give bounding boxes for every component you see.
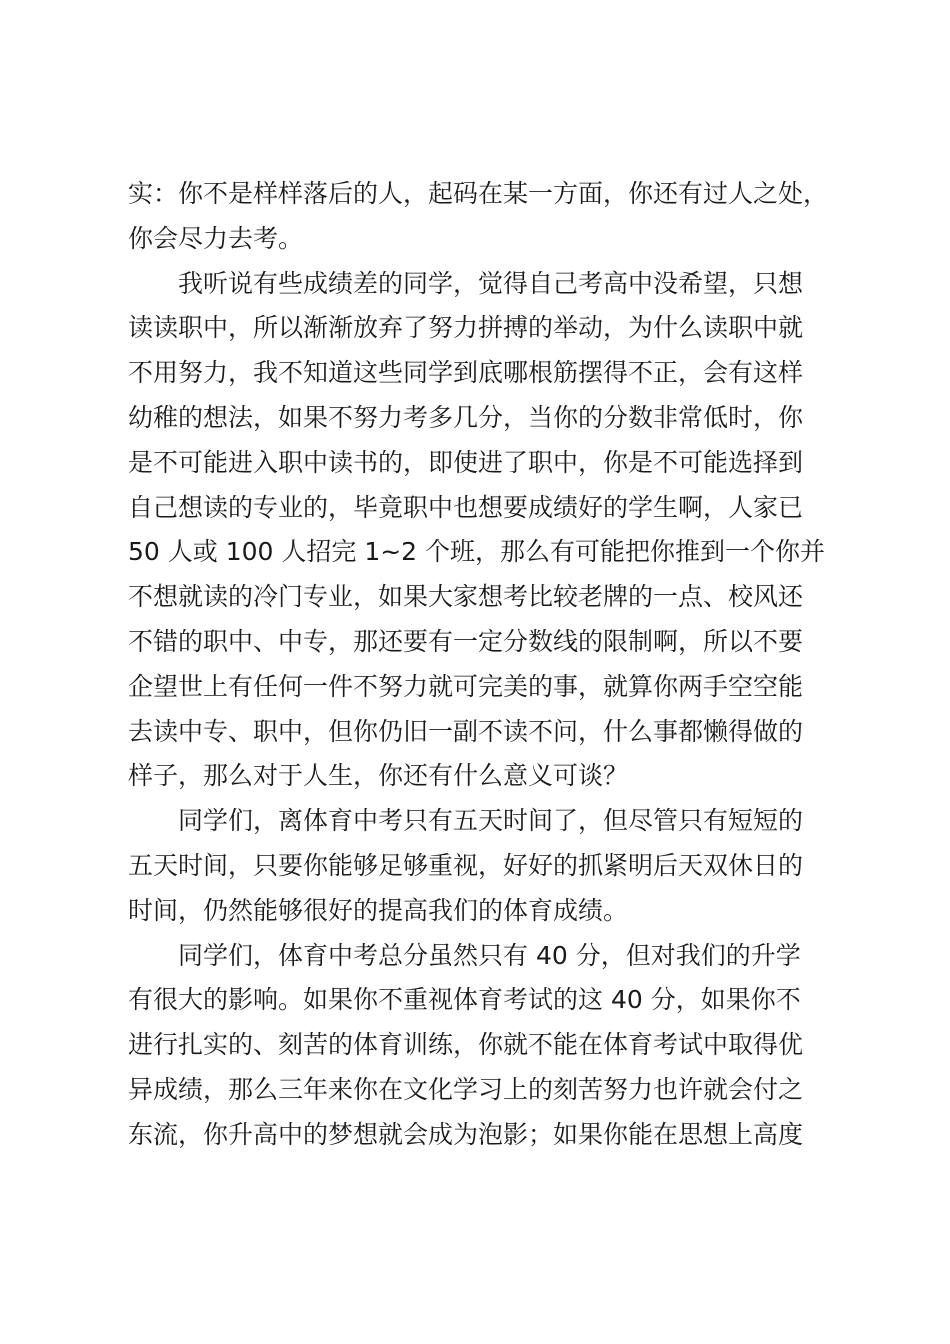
text-line: 自己想读的专业的，毕竟职中也想要成绩好的学生啊，人家已 — [128, 492, 804, 522]
text-line: 50 人或 100 人招完 1~2 个班，那么有可能把你推到一个你并 — [128, 537, 826, 567]
text-line: 不错的职中、中专，那还要有一定分数线的限制啊，所以不要 — [128, 626, 804, 656]
body-text — [128, 172, 848, 1158]
text-line: 读读职中，所以渐渐放弃了努力拼搏的举动，为什么读职中就 — [128, 313, 804, 343]
text-line: 进行扎实的、刻苦的体育训练，你就不能在体育考试中取得优 — [128, 1030, 804, 1060]
text-line: 你会尽力去考。 — [128, 223, 304, 253]
text-line: 五天时间，只要你能够足够重视，好好的抓紧明后天双休日的 — [128, 850, 804, 880]
text-line: 有很大的影响。如果你不重视体育考试的这 40 分，如果你不 — [128, 985, 801, 1015]
paragraph-3 — [128, 799, 848, 933]
text-line: 我听说有些成绩差的同学，觉得自己考高中没希望，只想 — [178, 268, 804, 298]
text-line: 同学们，体育中考总分虽然只有 40 分，但对我们的升学 — [178, 940, 801, 970]
text-line: 不想就读的冷门专业，如果大家想考比较老牌的一点、校风还 — [128, 582, 804, 612]
text-line: 异成绩，那么三年来你在文化学习上的刻苦努力也许就会付之 — [128, 1074, 804, 1104]
text-line: 样子，那么对于人生，你还有什么意义可谈？ — [128, 761, 629, 791]
text-line: 幼稚的想法，如果不努力考多几分，当你的分数非常低时，你 — [128, 402, 804, 432]
paragraph-4 — [128, 934, 848, 1158]
paragraph-2 — [128, 262, 848, 800]
text-line: 实：你不是样样落后的人，起码在某一方面，你还有过人之处， — [128, 179, 829, 208]
text-line: 东流，你升高中的梦想就会成为泡影；如果你能在思想上高度 — [128, 1119, 804, 1149]
paragraph-1 — [128, 172, 848, 262]
text-line: 企望世上有任何一件不努力就可完美的事，就算你两手空空能 — [128, 671, 804, 701]
text-line: 时间，仍然能够很好的提高我们的体育成绩。 — [128, 895, 629, 925]
text-line: 是不可能进入职中读书的，即使进了职中，你是不可能选择到 — [128, 447, 804, 477]
text-line: 同学们，离体育中考只有五天时间了，但尽管只有短短的 — [178, 806, 804, 836]
text-line: 不用努力，我不知道这些同学到底哪根筋摆得不正，会有这样 — [128, 358, 804, 388]
text-line: 去读中专、职中，但你仍旧一副不读不问，什么事都懒得做的 — [128, 716, 804, 746]
